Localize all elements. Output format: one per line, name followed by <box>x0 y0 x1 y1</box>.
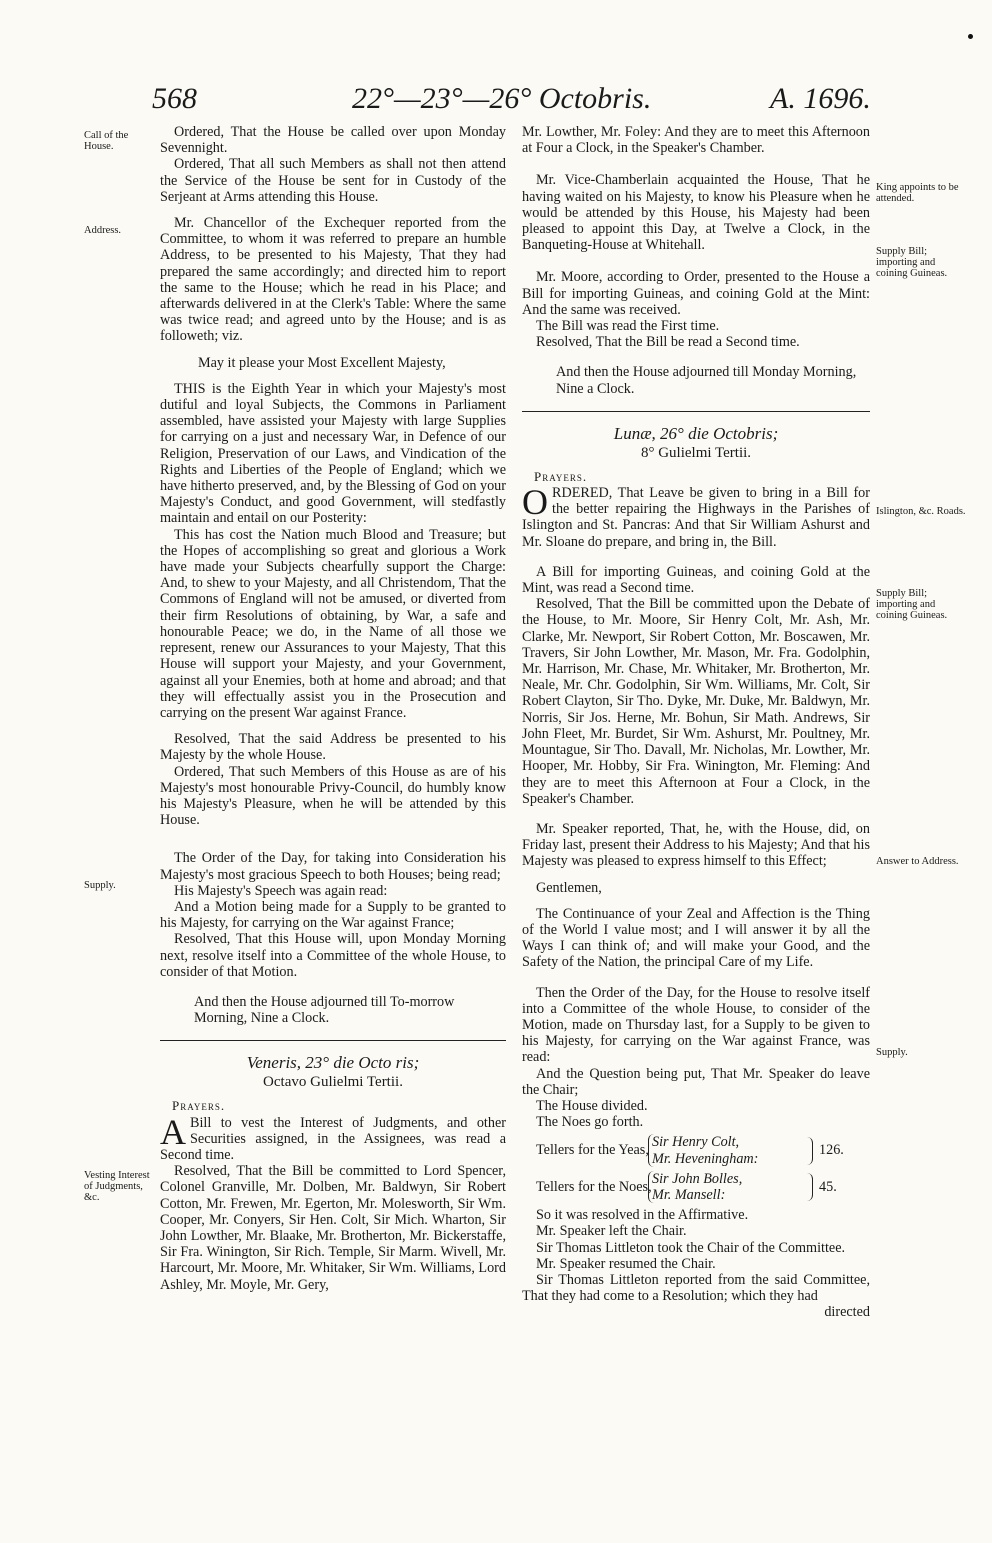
order-of-day: The Order of the Day, for taking into Consideration his Majesty's most gracious Speech to both Houses; being read; <box>160 850 506 883</box>
left-column <box>160 124 506 1293</box>
day-heading-veneris: Veneris, 23° die Octo ris; <box>246 1053 420 1073</box>
margin-note-supply-2: Supply. <box>876 1047 908 1058</box>
brace <box>802 1137 813 1165</box>
address-paragraph-2: This has cost the Nation much Blood and Treasure; but the Hopes of accomplishing so great and glorious a Work have made your Subjects chearfully support the Charge: And, to shew to your Majesty, and all Christendom, That the Commons of England will not be amused, or diverted from their firm Resolutions of obtaining, by War, a safe and honourable Peace; we do, in the Name of all those we represent, renew our Assurances to your Majesty, That this House will support your Majesty, and your Government, against all your Enemies, both at home and abroad; and that they will effectually assist you in the Prosecution and carrying on the present War against France. <box>160 526 506 721</box>
margin-note-answer: Answer to Address. <box>876 856 959 867</box>
adjournment: And then the House adjourned till To-morrow Morning, Nine a Clock. <box>194 993 455 1027</box>
tellers-yeas-label: Tellers for the Yeas, <box>536 1142 649 1159</box>
littleton-took-chair: Sir Thomas Littleton took the Chair of the Committee. <box>536 1239 846 1256</box>
margin-note-vesting: Vesting Interest of Judgments, &c. <box>84 1170 150 1203</box>
section-divider <box>160 1040 506 1041</box>
tellers-noes-names: Sir John Bolles, Mr. Mansell: <box>648 1171 802 1203</box>
ink-speck <box>968 34 973 39</box>
tellers-yeas-names: Sir Henry Colt, Mr. Heveningham: <box>648 1134 802 1166</box>
right-column <box>522 124 870 1321</box>
bill-first-reading: The Bill was read the First time. <box>536 318 720 335</box>
margin-note-supply-bill: Supply Bill; importing and coining Guineas. <box>876 246 948 279</box>
resolved-committed-moore: Resolved, That the Bill be committed upon the Debate of the House, to Mr. Moore, Sir Henry Colt, Mr. Ash, Mr. Clarke, Mr. Newport, Sir Robert Cotton, Mr. Boscawen, Mr. Travers, Sir John Lowther, Mr. Mason, Mr. Fra. Godolphin, Mr. Harrison, Mr. Chase, Mr. Whitaker, Mr. Brotherton, Mr. Neale, Mr. Chr. Godolphin, Sir Wm. Williams, Mr. Colt, Sir Robert Clayton, Sir Tho. Dyke, Mr. Duke, Mr. Baldwyn, Mr. Norris, Sir Jos. Herne, Mr. Bohun, Sir Math. Andrews, Sir John Fleet, Mr. Burdet, Sir Wm. Ashurst, Mr. Poultney, Mr. Mountague, Sir Tho. Davall, Mr. Nicholas, Mr. Lowther, Mr. Hooper, Mr. Hobby, Sir Fra. Winington, Mr. Fleming: And they are to meet this Afternoon at Four a Clock, in the Speaker's Chamber. <box>522 596 870 807</box>
tellers-yeas-count: 126. <box>819 1142 844 1159</box>
margin-note-king: King appoints to be attended. <box>876 182 959 204</box>
moore-bill: Mr. Moore, according to Order, presented to the House a Bill for importing Guineas, and coining Gold at the Mint: And the same was received. <box>522 269 870 318</box>
adjournment-monday: And then the House adjourned till Monday Morning, Nine a Clock. <box>556 364 857 397</box>
resolved-second-reading: Resolved, That the Bill be read a Second time. <box>536 334 800 351</box>
page-header <box>0 82 992 122</box>
guineas-second-reading: A Bill for importing Guineas, and coining Gold at the Mint, was read a Second time. <box>522 563 870 597</box>
ordered-highways: ORDERED, That Leave be given to bring in a Bill for the better repairing the Highways in the Parishes of Islington and St. Pancras: And that Sir William Ashurst and Mr. Sloane do prepare, and bring in, the Bill. <box>522 482 870 550</box>
order-call-over: Ordered, That the House be called over upon Monday Sevennight. <box>160 124 506 157</box>
chancellor-report: Mr. Chancellor of the Exchequer reported from the Committee, to whom it was referred to prepare an humble Address, to be presented to his Majesty, That they had prepared the same accordingly; and directed him to report the same to the House; which he read in his Place; and afterwards delivered in at the Clerk's Table: Where the same was twice read; and agreed unto by the House; and is as followeth; viz. <box>160 215 506 345</box>
day-heading-lunae: Lunæ, 26° die Octobris; <box>613 423 779 443</box>
margin-note-islington: Islington, &c. Roads. <box>876 506 966 517</box>
prayers-label-2: Prayers. <box>534 468 588 484</box>
speech-read: His Majesty's Speech was again read: <box>174 882 388 899</box>
continued-committee: Mr. Lowther, Mr. Foley: And they are to meet this Afternoon at Four a Clock, in the Speaker's Chamber. <box>522 124 870 157</box>
prayers-label: Prayers. <box>172 1098 226 1114</box>
margin-note-supply: Supply. <box>84 880 116 891</box>
running-title: 22°—23°—26° Octobris. <box>352 82 652 115</box>
king-answer: The Continuance of your Zeal and Affection is the Thing of the World I value most; and I will answer it by all the Ways I can think of; and will make your Good, and the Safety of the Nation, the principal Care of my Life. <box>522 905 870 971</box>
tellers-noes <box>536 1171 870 1203</box>
reign-heading-2: 8° Gulielmi Tertii. <box>640 444 752 461</box>
littleton-reported: Sir Thomas Littleton reported from the said Committee, That they had come to a Resolution; which they had <box>522 1271 870 1305</box>
address-salutation: May it please your Most Excellent Majesty, <box>198 354 446 371</box>
order-of-day-supply: Then the Order of the Day, for the House to resolve itself into a Committee of the whole House, to consider of the Motion, made on Thursday last, for a Supply to be given to his Majesty, for carrying on the War against France, was read: <box>522 984 870 1066</box>
address-paragraph-1: THIS is the Eighth Year in which your Majesty's most dutiful and loyal Subjects, the Commons in Parliament assembled, have assisted your Majesty with large Supplies for carrying on a just and necessary War, in Defence of our Religion, Preservation of our Laws, and Vindication of the Rights and Liberties of the People of England; which we have hitherto preserved, and, by the Blessing of God on your Majesty's Conduct, and good Government, will stedfastly maintain and entail on our Posterity: <box>160 380 506 527</box>
tellers-noes-count: 45. <box>819 1178 837 1195</box>
drop-cap-a: A <box>160 1111 186 1152</box>
section-divider-2 <box>522 411 870 412</box>
margin-note-address: Address. <box>84 225 122 236</box>
order-custody: Ordered, That all such Members as shall not then attend the Service of the House be sent for in Custody of the Serjeant at Arms attending this House. <box>160 156 506 205</box>
tellers-block <box>522 1134 870 1203</box>
resolved-affirmative: So it was resolved in the Affirmative. <box>536 1207 749 1224</box>
question-put: And the Question being put, That Mr. Speaker do leave the Chair; <box>522 1065 870 1098</box>
drop-cap-o: O <box>522 482 548 523</box>
bill-vest-interest: A Bill to vest the Interest of Judgments, and other Securities assigned, in the Assignees, was read a Second time. <box>160 1111 506 1163</box>
year-title: A. 1696. <box>770 82 871 115</box>
page-number: 568 <box>152 82 197 115</box>
speaker-reported: Mr. Speaker reported, That, he, with the House, did, on Friday last, present their Address to his Majesty; And that his Majesty was pleased to express himself to this Effect; <box>522 820 870 870</box>
tellers-yeas <box>536 1134 870 1166</box>
brace <box>802 1173 813 1201</box>
resolved-address: Resolved, That the said Address be presented to his Majesty by the whole House. <box>160 731 506 764</box>
supply-motion: And a Motion being made for a Supply to be granted to his Majesty, for carrying on the War against France; <box>160 898 506 932</box>
margin-note-call: Call of the House. <box>84 130 129 152</box>
speaker-left-chair: Mr. Speaker left the Chair. <box>536 1223 687 1240</box>
order-privy-council: Ordered, That such Members of this House as are of his Majesty's most honourable Privy-Council, do humbly know his Majesty's Pleasure, when he will be attended by this House. <box>160 763 506 829</box>
resolved-committee: Resolved, That this House will, upon Monday Morning next, resolve itself into a Committee of the whole House, to consider of that Motion. <box>160 931 506 980</box>
margin-note-supply-bill-2: Supply Bill; importing and coining Guineas. <box>876 588 948 621</box>
reign-heading: Octavo Gulielmi Tertii. <box>263 1074 403 1091</box>
tellers-noes-label: Tellers for the Noes, <box>536 1178 652 1195</box>
speaker-resumed-chair: Mr. Speaker resumed the Chair. <box>536 1255 716 1272</box>
vice-chamberlain: Mr. Vice-Chamberlain acquainted the House, That he having waited on his Majesty, to know his Pleasure when he would be attended by this House, his Majesty had been pleased to appoint this Day, at Twelve a Clock, in the Banqueting-House at Whitehall. <box>522 172 870 254</box>
house-divided: The House divided. <box>536 1097 648 1114</box>
resolved-committed-spencer: Resolved, That the Bill be committed to Lord Spencer, Colonel Granville, Mr. Dolben, Mr. Baldwyn, Sir Robert Cotton, Mr. Frewen, Mr. Egerton, Mr. Molesworth, Sir Wm. Cooper, Mr. Conyers, Sir Hen. Colt, Sir Mich. Wharton, Sir John Lowther, Mr. Blaake, Mr. Brotherton, Mr. Bickerstaffe, Sir Fra. Winington, Sir Rich. Temple, Sir Marm. Wivell, Mr. Harcourt, Mr. Moore, Mr. Whitaker, Sir Wm. Williams, Lord Ashley, Mr. Moyle, Mr. Gery, <box>160 1163 507 1293</box>
catchword: directed <box>824 1304 870 1321</box>
gentlemen-salutation: Gentlemen, <box>536 879 602 896</box>
noes-go-forth: The Noes go forth. <box>536 1114 644 1131</box>
